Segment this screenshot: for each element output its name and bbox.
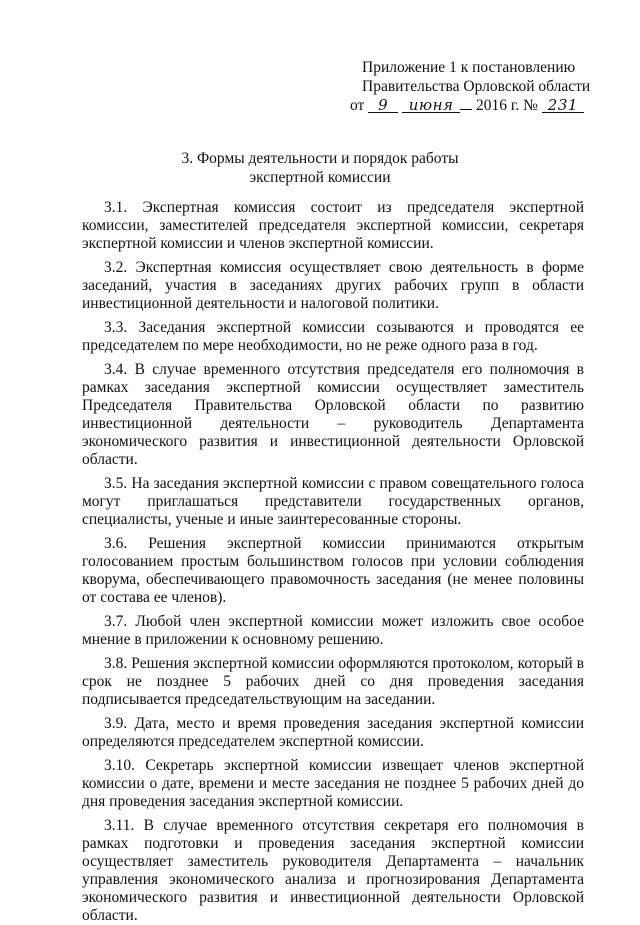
clause-3-7: 3.7. Любой член экспертной комиссии может изложить свое особое мнение в приложении к основному решению. [82,613,584,648]
header-line-3 [350,96,600,115]
header-year: 2016 г. № [475,97,538,114]
clause-3-11: 3.11. В случае временного отсутствия секретаря его полномочия в рамках подготовки и проведения заседания экспертной комиссии осуществляет заместитель руководителя Департамента – начальник управления экономического анализа и прогнозирования Департамента экономического развития и инвестиционной деятельности Орловской области. [82,817,584,924]
clause-3-2: 3.2. Экспертная комиссия осуществляет свою деятельность в форме заседаний, участия в заседаниях других рабочих групп в области инвестиционной деятельности и налоговой политики. [82,259,584,312]
appendix-header [350,58,600,115]
clause-3-6: 3.6. Решения экспертной комиссии принимаются открытым голосованием простым большинством голосов при условии соблюдения кворума, обеспечивающего правомочность заседания (не менее половины от состава ее членов). [82,535,584,606]
header-line-2: Правительства Орловской области [362,78,591,95]
section-title-line-1: 3. Формы деятельности и порядок работы [181,150,459,167]
document-body [82,199,584,925]
handwritten-doc-number: 231 [542,98,584,113]
clause-3-3: 3.3. Заседания экспертной комиссии созываются и проводятся ее председателем по мере необходимости, но не реже одного раза в год. [82,319,584,354]
clause-3-1: 3.1. Экспертная комиссия состоит из председателя экспертной комиссии, заместителей председателя экспертной комиссии, секретаря экспертной комиссии и членов экспертной комиссии. [82,199,584,252]
clause-3-8: 3.8. Решения экспертной комиссии оформляются протоколом, который в срок не позднее 5 рабочих дней со дня проведения заседания подписывается председательствующим на заседании. [82,655,584,708]
clause-3-5: 3.5. На заседания экспертной комиссии с правом совещательного голоса могут приглашаться представители государственных органов, специалисты, ученые и иные заинтересованные стороны. [82,475,584,528]
clause-3-9: 3.9. Дата, место и время проведения заседания экспертной комиссии определяются председателем экспертной комиссии. [82,715,584,750]
clause-3-10: 3.10. Секретарь экспертной комиссии извещает членов экспертной комиссии о дате, времени и месте заседания не позднее 5 рабочих дней до дня проведения заседания экспертной комиссии. [82,757,584,810]
clause-3-4: 3.4. В случае временного отсутствия председателя его полномочия в рамках заседания экспертной комиссии осуществляет заместитель Председателя Правительства Орловской области по развитию инвестиционной деятельности – руководитель Департамента экономического развития и инвестиционной деятельности Орловской области. [82,361,584,468]
date-underline [460,96,472,110]
header-prefix: от [350,97,365,114]
handwritten-date-day: 9 [368,98,398,113]
section-title [100,149,540,187]
header-line-1: Приложение 1 к постановлению [362,59,576,76]
section-title-line-2: экспертной комиссии [249,169,391,186]
handwritten-date-month: июня [402,98,460,113]
